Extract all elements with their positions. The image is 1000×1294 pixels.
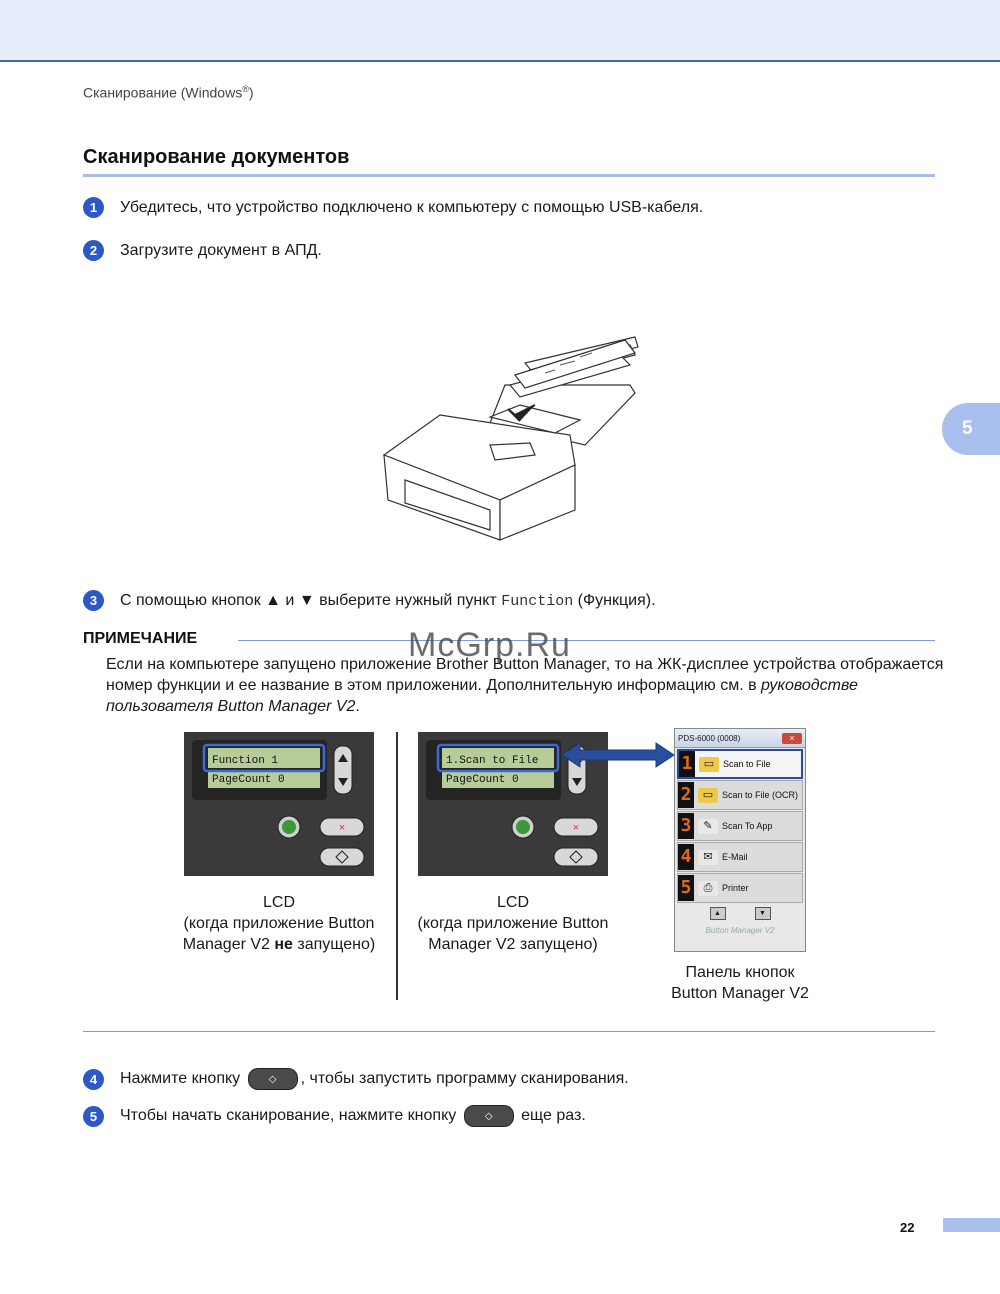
panel-title: PDS-6000 (0008)	[678, 733, 741, 743]
step-text: С помощью кнопок ▲ и ▼ выберите нужный пункт Function (Функция).	[120, 591, 656, 610]
start-button-icon: ◇	[248, 1068, 298, 1090]
printer-icon: ⎙	[698, 881, 718, 896]
panel-item-3[interactable]	[677, 811, 803, 841]
lcd-line-1: Function 1	[212, 755, 279, 767]
step-2	[83, 240, 322, 261]
panel-footer: Button Manager V2	[705, 926, 775, 935]
lcd-line-1: 1.Scan to File	[446, 755, 539, 767]
app-icon: ✎	[698, 819, 718, 834]
section-title: Сканирование документов	[83, 146, 350, 168]
panel-item-digit: 1	[679, 751, 695, 777]
title-rule	[83, 174, 935, 177]
scroll-down-icon[interactable]: ▼	[755, 907, 771, 920]
step-3	[83, 590, 656, 611]
step-text: Нажмите кнопку ◇ , чтобы запустить программу сканирования.	[120, 1068, 629, 1090]
chapter-tab: 5	[942, 403, 1000, 455]
lcd-line-2: PageCount 0	[212, 774, 285, 786]
lcd-panel-left	[184, 732, 374, 876]
step-text: Чтобы начать сканирование, нажмите кнопку ◇ еще раз.	[120, 1105, 586, 1127]
caption-left: LCD (когда приложение Button Manager V2 не запущено)	[182, 894, 376, 953]
panel-item-label: Scan to File (OCR)	[722, 790, 799, 800]
step-1	[83, 197, 703, 218]
watermark: McGrp.Ru	[408, 626, 571, 664]
panel-titlebar	[675, 729, 805, 748]
note-title: ПРИМЕЧАНИЕ	[83, 630, 198, 647]
panel-item-label: Printer	[722, 883, 749, 893]
panel-item-digit: 2	[678, 782, 694, 808]
start-button-icon: ◇	[464, 1105, 514, 1127]
power-icon	[516, 820, 530, 834]
step-number-icon: 2	[83, 240, 104, 261]
scanner-illustration	[380, 325, 640, 545]
note-rule	[238, 640, 935, 641]
scroll-up-icon[interactable]: ▲	[710, 907, 726, 920]
email-icon: ✉	[698, 850, 718, 865]
power-icon	[282, 820, 296, 834]
button-manager-panel	[674, 728, 806, 952]
panel-item-label: E-Mail	[722, 852, 748, 862]
panel-item-label: Scan To App	[722, 821, 773, 831]
cancel-icon: ×	[572, 822, 580, 834]
step-number-icon: 4	[83, 1069, 104, 1090]
step-5	[83, 1105, 586, 1127]
step-number-icon: 3	[83, 590, 104, 611]
panel-item-digit: 5	[678, 875, 694, 901]
panel-nav	[675, 904, 805, 920]
step-number-icon: 5	[83, 1106, 104, 1127]
panel-item-5[interactable]	[677, 873, 803, 903]
panel-item-digit: 3	[678, 813, 694, 839]
step-text: Убедитесь, что устройство подключено к компьютеру с помощью USB-кабеля.	[120, 198, 704, 216]
caption-panel: Панель кнопок Button Manager V2	[671, 964, 809, 1002]
panel-item-2[interactable]	[677, 780, 803, 810]
header-band	[0, 0, 1000, 62]
figure-divider	[396, 732, 398, 1000]
folder-icon: ▭	[698, 788, 718, 803]
panel-item-list	[675, 749, 805, 903]
step-number-icon: 1	[83, 197, 104, 218]
lcd-line-2: PageCount 0	[446, 774, 519, 786]
panel-item-4[interactable]	[677, 842, 803, 872]
folder-icon: ▭	[699, 757, 719, 772]
panel-item-1[interactable]	[677, 749, 803, 779]
caption-right: LCD (когда приложение Button Manager V2 запущено)	[417, 894, 609, 953]
step-4	[83, 1068, 629, 1090]
panel-item-label: Scan to File	[723, 759, 771, 769]
double-arrow-icon	[560, 740, 676, 770]
section-bottom-rule	[83, 1031, 935, 1032]
note-text: Если на компьютере запущено приложение Brother Button Manager, то на ЖК-дисплее устройства отображается номер функции и ее название в этом приложении. Дополнительную информацию см. в руководстве пользователя Button Manager V2.	[106, 656, 944, 715]
panel-item-digit: 4	[678, 844, 694, 870]
close-icon[interactable]: ×	[782, 733, 802, 744]
cancel-icon: ×	[338, 822, 346, 834]
breadcrumb: Сканирование (Windows®)	[83, 84, 254, 101]
page-number: 22	[900, 1220, 915, 1235]
page-band	[943, 1218, 1000, 1232]
step-text: Загрузите документ в АПД.	[120, 241, 322, 259]
